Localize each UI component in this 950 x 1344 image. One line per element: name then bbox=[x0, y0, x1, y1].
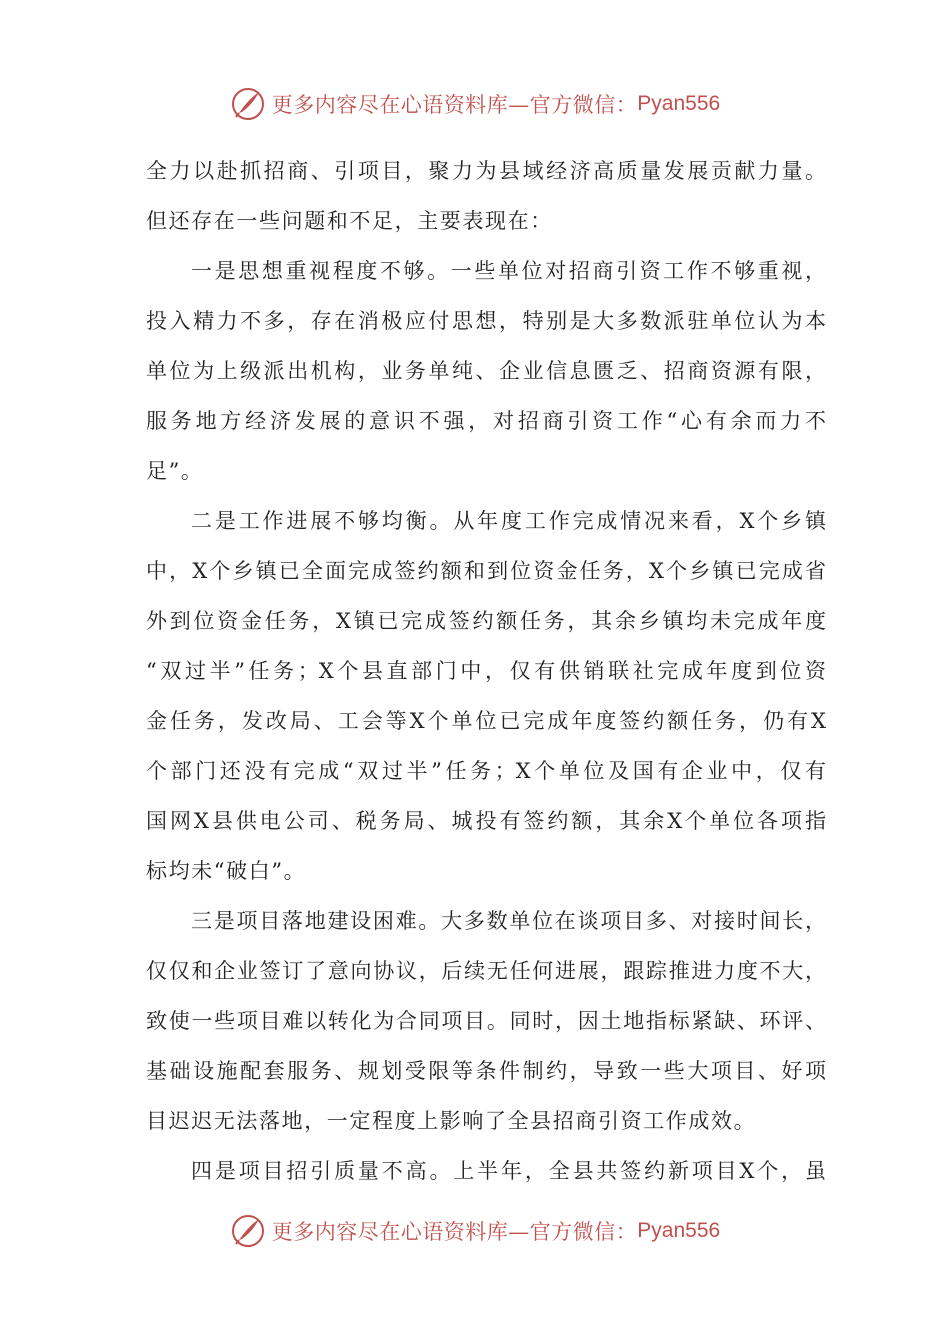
text-line: 投入精力不多，存在消极应付思想，特别是大多数派驻单位认为本 bbox=[146, 309, 826, 333]
text-line: 但还存在一些问题和不足，主要表现在： bbox=[146, 209, 553, 233]
text-line: 仅仅和企业签订了意向协议，后续无任何进展，跟踪推进力度不大， bbox=[146, 959, 826, 983]
text-line: 中，X个乡镇已全面完成签约额和到位资金任务，X个乡镇已完成省 bbox=[146, 559, 826, 583]
document-body bbox=[146, 146, 826, 1196]
header-watermark bbox=[0, 84, 950, 124]
text-line: 目迟迟无法落地，一定程度上影响了全县招商引资工作成效。 bbox=[146, 1109, 757, 1133]
text-line: 足”。 bbox=[146, 459, 204, 483]
watermark-text: 更多内容尽在心语资料库—官方微信： bbox=[271, 1220, 638, 1244]
text-line: 标均未“破白”。 bbox=[146, 859, 307, 883]
text-line: 单位为上级派出机构，业务单纯、企业信息匮乏、招商资源有限， bbox=[146, 359, 826, 383]
footer-watermark bbox=[0, 1211, 950, 1251]
text-line: 二是工作进展不够均衡。从年度工作完成情况来看，X个乡镇 bbox=[191, 509, 826, 533]
text-line: 服务地方经济发展的意识不强，对招商引资工作“心有余而力不 bbox=[146, 409, 826, 433]
text-line: 致使一些项目难以转化为合同项目。同时，因土地指标紧缺、环评、 bbox=[146, 1009, 826, 1033]
watermark-text: 更多内容尽在心语资料库—官方微信： bbox=[271, 93, 638, 117]
text-line: 基础设施配套服务、规划受限等条件制约，导致一些大项目、好项 bbox=[146, 1059, 826, 1083]
text-line: 三是项目落地建设困难。大多数单位在谈项目多、对接时间长， bbox=[191, 909, 826, 933]
text-line: 一是思想重视程度不够。一些单位对招商引资工作不够重视， bbox=[191, 259, 826, 283]
text-line: “双过半”任务；X个县直部门中，仅有供销联社完成年度到位资 bbox=[146, 659, 826, 683]
watermark-wechat-id: Pyan556 bbox=[637, 92, 721, 115]
quill-pen-icon bbox=[230, 86, 266, 122]
text-line: 个部门还没有完成“双过半”任务；X个单位及国有企业中，仅有 bbox=[146, 759, 826, 783]
text-line: 国网X县供电公司、税务局、城投有签约额，其余X个单位各项指 bbox=[146, 809, 826, 833]
quill-pen-icon bbox=[230, 1213, 266, 1249]
watermark-wechat-id: Pyan556 bbox=[637, 1219, 721, 1242]
text-line: 外到位资金任务，X镇已完成签约额任务，其余乡镇均未完成年度 bbox=[146, 609, 826, 633]
text-line: 全力以赴抓招商、引项目，聚力为县域经济高质量发展贡献力量。 bbox=[146, 159, 826, 183]
text-line: 四是项目招引质量不高。上半年，全县共签约新项目X个，虽 bbox=[191, 1159, 826, 1183]
text-line: 金任务，发改局、工会等X个单位已完成年度签约额任务，仍有X bbox=[146, 709, 826, 733]
